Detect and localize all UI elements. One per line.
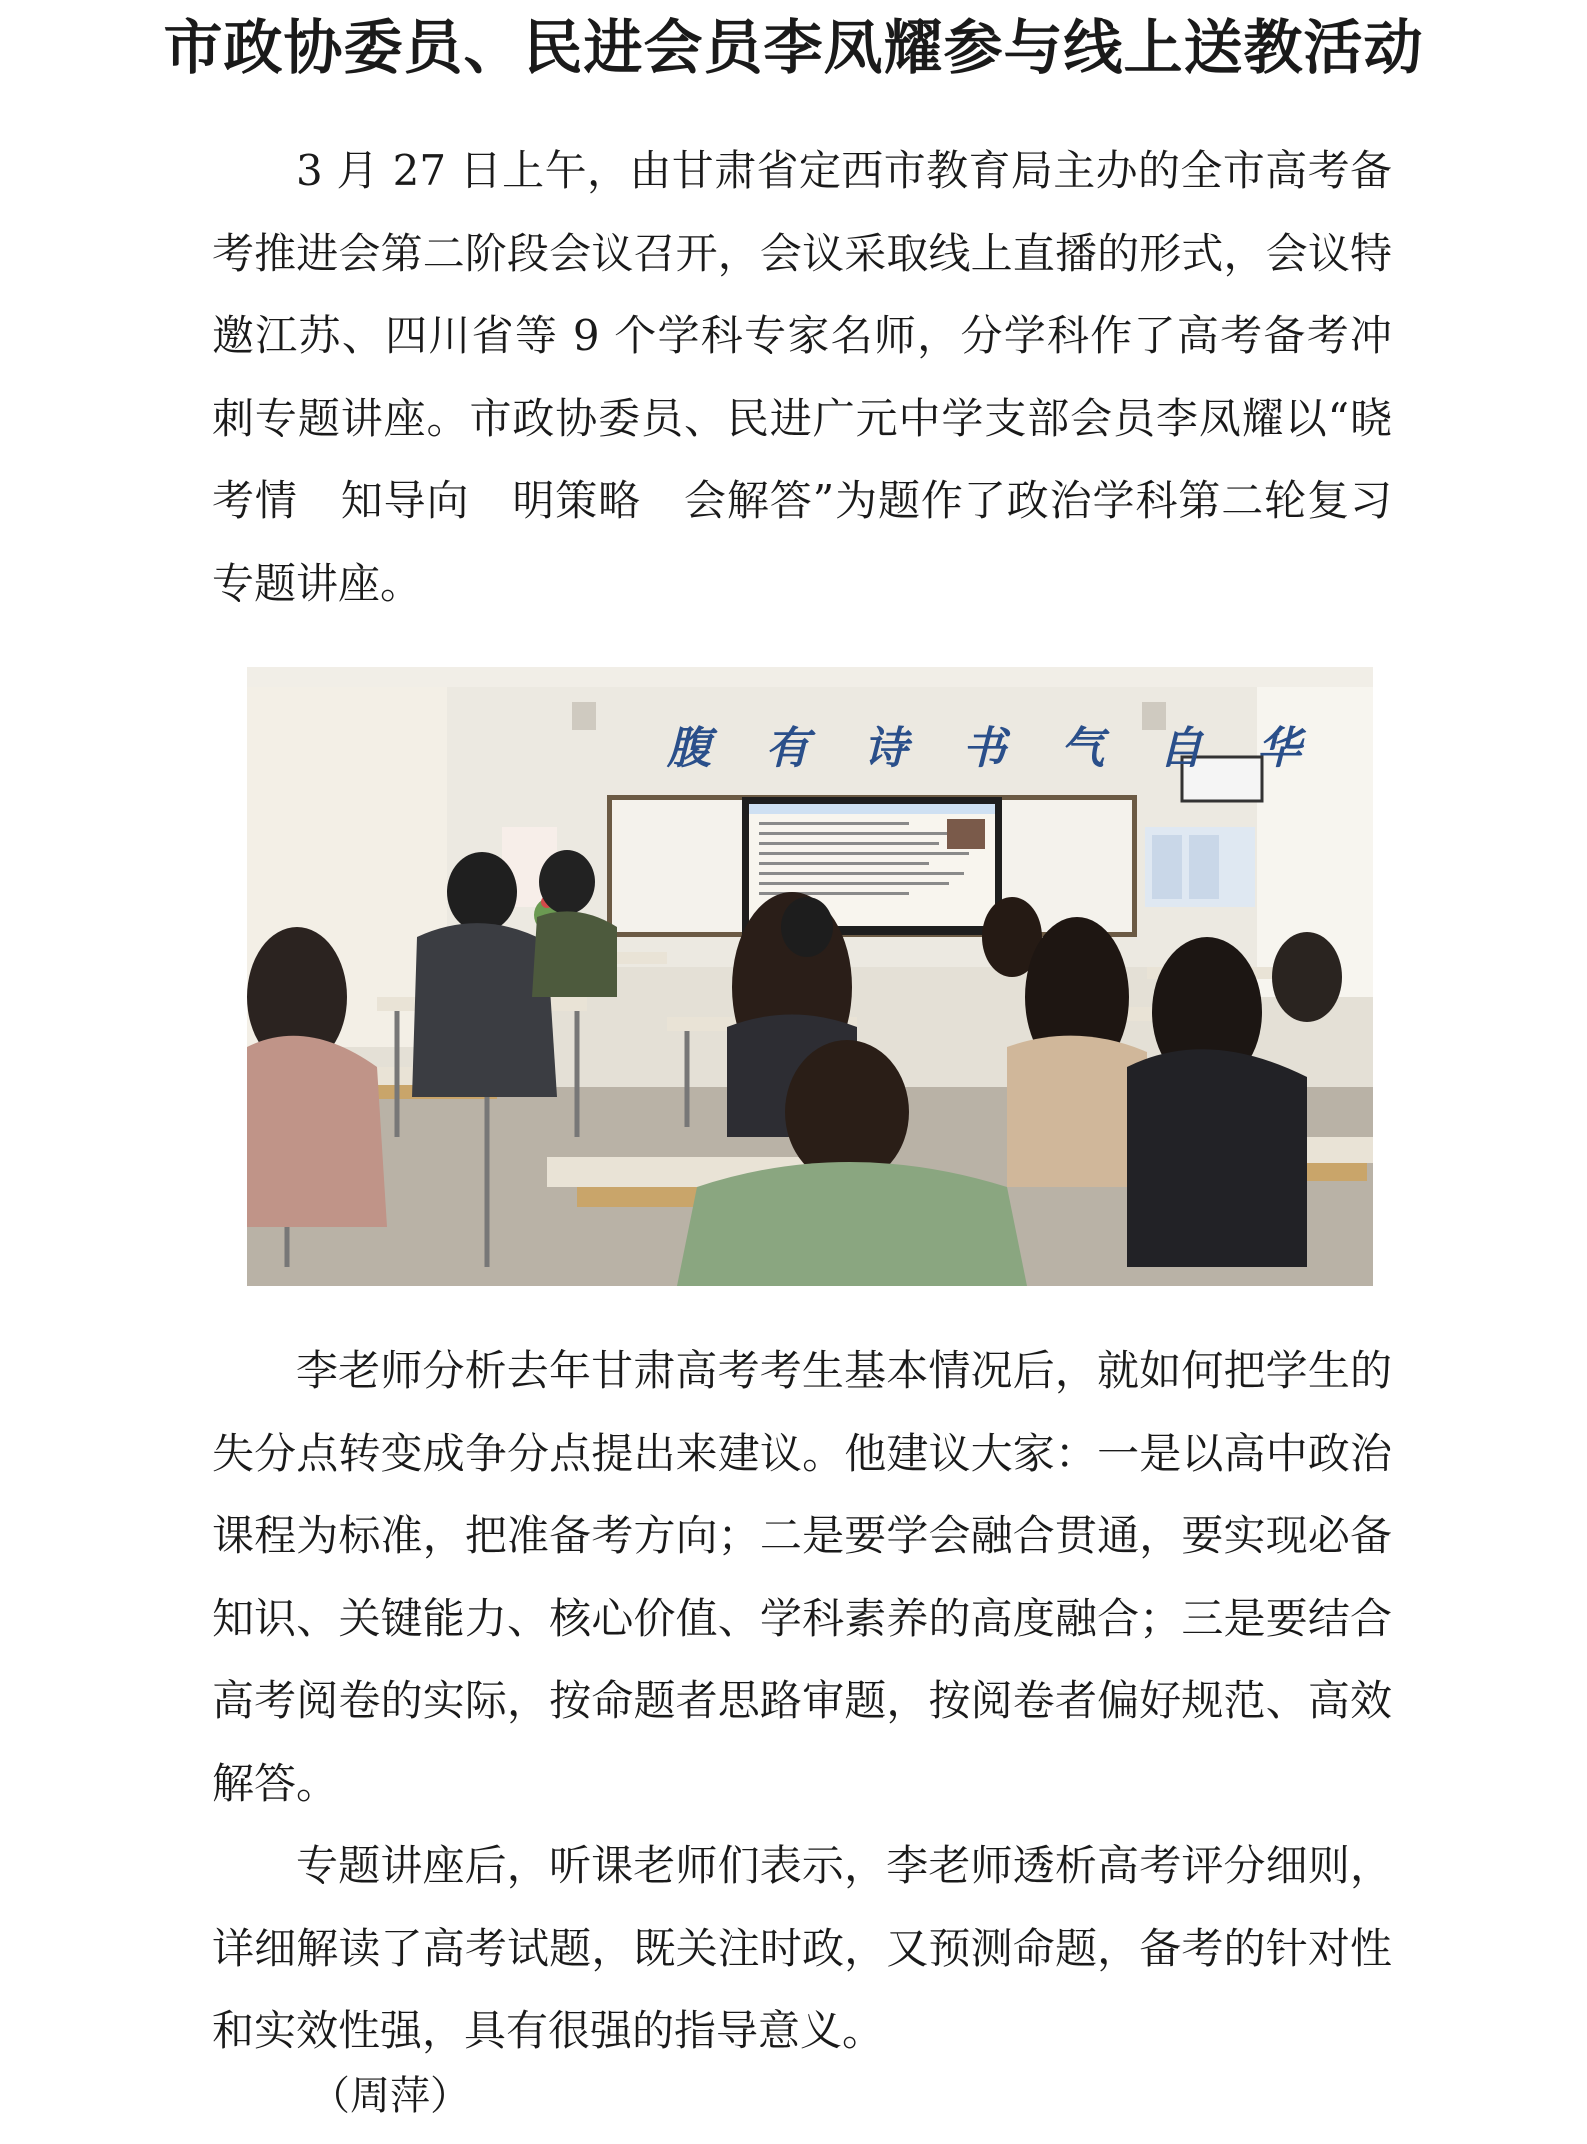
classroom-photo [247, 667, 1373, 1286]
banner-char: 华 [1256, 723, 1307, 774]
author-byline: （周萍） [310, 2073, 470, 2119]
paragraph-feedback: 专题讲座后，听课老师们表示，李老师透析高考评分细则，详细解读了高考试题，既关注时政，又预测命题，备考的针对性和实效性强，具有很强的指导意义。 [212, 1841, 1392, 2055]
banner-char: 诗 [863, 723, 914, 774]
classroom-banner [667, 709, 1307, 779]
banner-char: 有 [765, 723, 816, 774]
article-title: 市政协委员、民进会员李凤耀参与线上送教活动 [163, 13, 1424, 82]
paragraph-analysis: 李老师分析去年甘肃高考考生基本情况后，就如何把学生的失分点转变成争分点提出来建议。他建议大家：一是以高中政治课程为标准，把准备考方向；二是要学会融合贯通，要实现必备知识、关键能力、核心价值、学科素养的高度融合；三是要结合高考阅卷的实际，按命题者思路审题，按阅卷者偏好规范、高效解答。 [212, 1346, 1392, 1808]
banner-char: 气 [1060, 723, 1111, 774]
paragraph-intro: 3 月 27 日上午，由甘肃省定西市教育局主办的全市高考备考推进会第二阶段会议召开，会议采取线上直播的形式，会议特邀江苏、四川省等 9 个学科专家名师，分学科作了高考备考冲刺专题讲座。市政协委员、民进广元中学支部会员李凤耀以“晓考情 知导向 明策略 会解答”为题作了政治学科第二轮复习专题讲座。 [212, 146, 1392, 608]
banner-char: 自 [1158, 723, 1209, 774]
banner-char: 书 [961, 723, 1012, 774]
banner-char: 腹 [667, 723, 717, 774]
